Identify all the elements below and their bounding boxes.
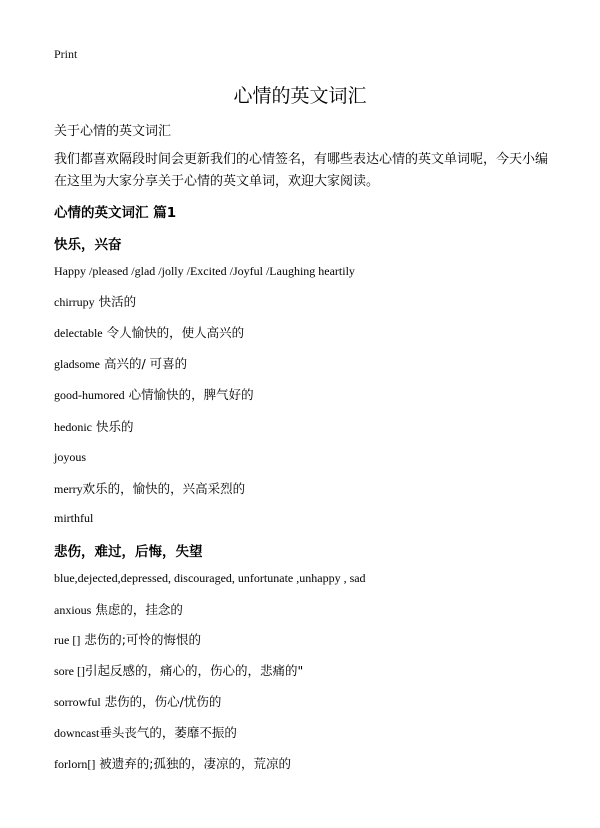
vocab-entry xyxy=(54,263,355,279)
entry-english: anxious xyxy=(54,603,92,617)
part-heading: 心情的英文词汇 篇1 xyxy=(54,205,177,221)
entry-english: Happy /pleased /glad /jolly /Excited /Joyful /Laughing heartily xyxy=(54,264,355,278)
document-title: 心情的英文词汇 xyxy=(233,85,367,107)
entry-chinese: 快乐的 xyxy=(92,419,134,434)
entry-english: hedonic xyxy=(54,420,92,434)
intro-paragraph: 我们都喜欢隔段时间会更新我们的心情签名，有哪些表达心情的英文单词呢，今天小编在这里为大家分享关于心情的英文单词，欢迎大家阅读。 xyxy=(54,152,549,189)
entry-english: rue [] xyxy=(54,633,81,647)
entry-chinese: 快活的 xyxy=(94,294,137,309)
entry-chinese: 令人愉快的，使人高兴的 xyxy=(102,325,245,340)
vocab-entry xyxy=(54,754,291,772)
entry-chinese: 欢乐的，愉快的，兴高采烈的 xyxy=(82,481,246,496)
entry-chinese: 引起反感的，痛心的，伤心的，悲痛的" xyxy=(84,663,304,678)
vocab-entry xyxy=(54,323,244,341)
entry-english: good-humored xyxy=(54,388,125,402)
entry-chinese: 悲伤的，伤心/忧伤的 xyxy=(100,694,222,709)
entry-english: sorrowful xyxy=(54,695,101,709)
vocab-entry xyxy=(54,479,245,497)
vocab-entry xyxy=(54,692,221,710)
vocab-entry xyxy=(54,510,93,526)
vocab-entry xyxy=(54,354,187,372)
document-subtitle: 关于心情的英文词汇 xyxy=(54,124,172,139)
vocab-entry xyxy=(54,292,136,310)
entry-english: merry xyxy=(54,482,83,496)
entry-chinese: 焦虑的，挂念的 xyxy=(91,602,183,617)
section-heading-sad: 悲伤，难过，后悔，失望 xyxy=(54,544,203,560)
vocab-entry xyxy=(54,385,254,403)
entry-english: joyous xyxy=(54,450,87,464)
vocab-entry xyxy=(54,417,133,435)
entry-english: mirthful xyxy=(54,511,94,525)
entry-english: chirrupy xyxy=(54,295,95,309)
vocab-entry xyxy=(54,600,183,618)
entry-english: sore [] xyxy=(54,664,85,678)
vocab-entry xyxy=(54,723,237,741)
entry-chinese: 高兴的/ 可喜的 xyxy=(100,356,188,371)
print-label: Print xyxy=(54,47,78,61)
entry-chinese: 心情愉快的，脾气好的 xyxy=(124,387,254,402)
vocab-entry xyxy=(54,570,366,586)
entry-english: blue,dejected,depressed, discouraged, unfortunate ,unhappy , sad xyxy=(54,571,366,585)
vocab-entry xyxy=(54,661,303,679)
entry-english: delectable xyxy=(54,326,103,340)
entry-english: downcast xyxy=(54,726,100,740)
entry-english: forlorn[] xyxy=(54,757,96,771)
entry-chinese: 悲伤的;可怜的悔恨的 xyxy=(80,632,202,647)
entry-chinese: 被遗弃的;孤独的，凄凉的，荒凉的 xyxy=(95,756,292,771)
vocab-entry xyxy=(54,630,201,648)
section-heading-happy: 快乐，兴奋 xyxy=(54,237,122,253)
entry-english: gladsome xyxy=(54,357,100,371)
vocab-entry xyxy=(54,449,86,465)
entry-chinese: 垂头丧气的，萎靡不振的 xyxy=(99,725,237,740)
